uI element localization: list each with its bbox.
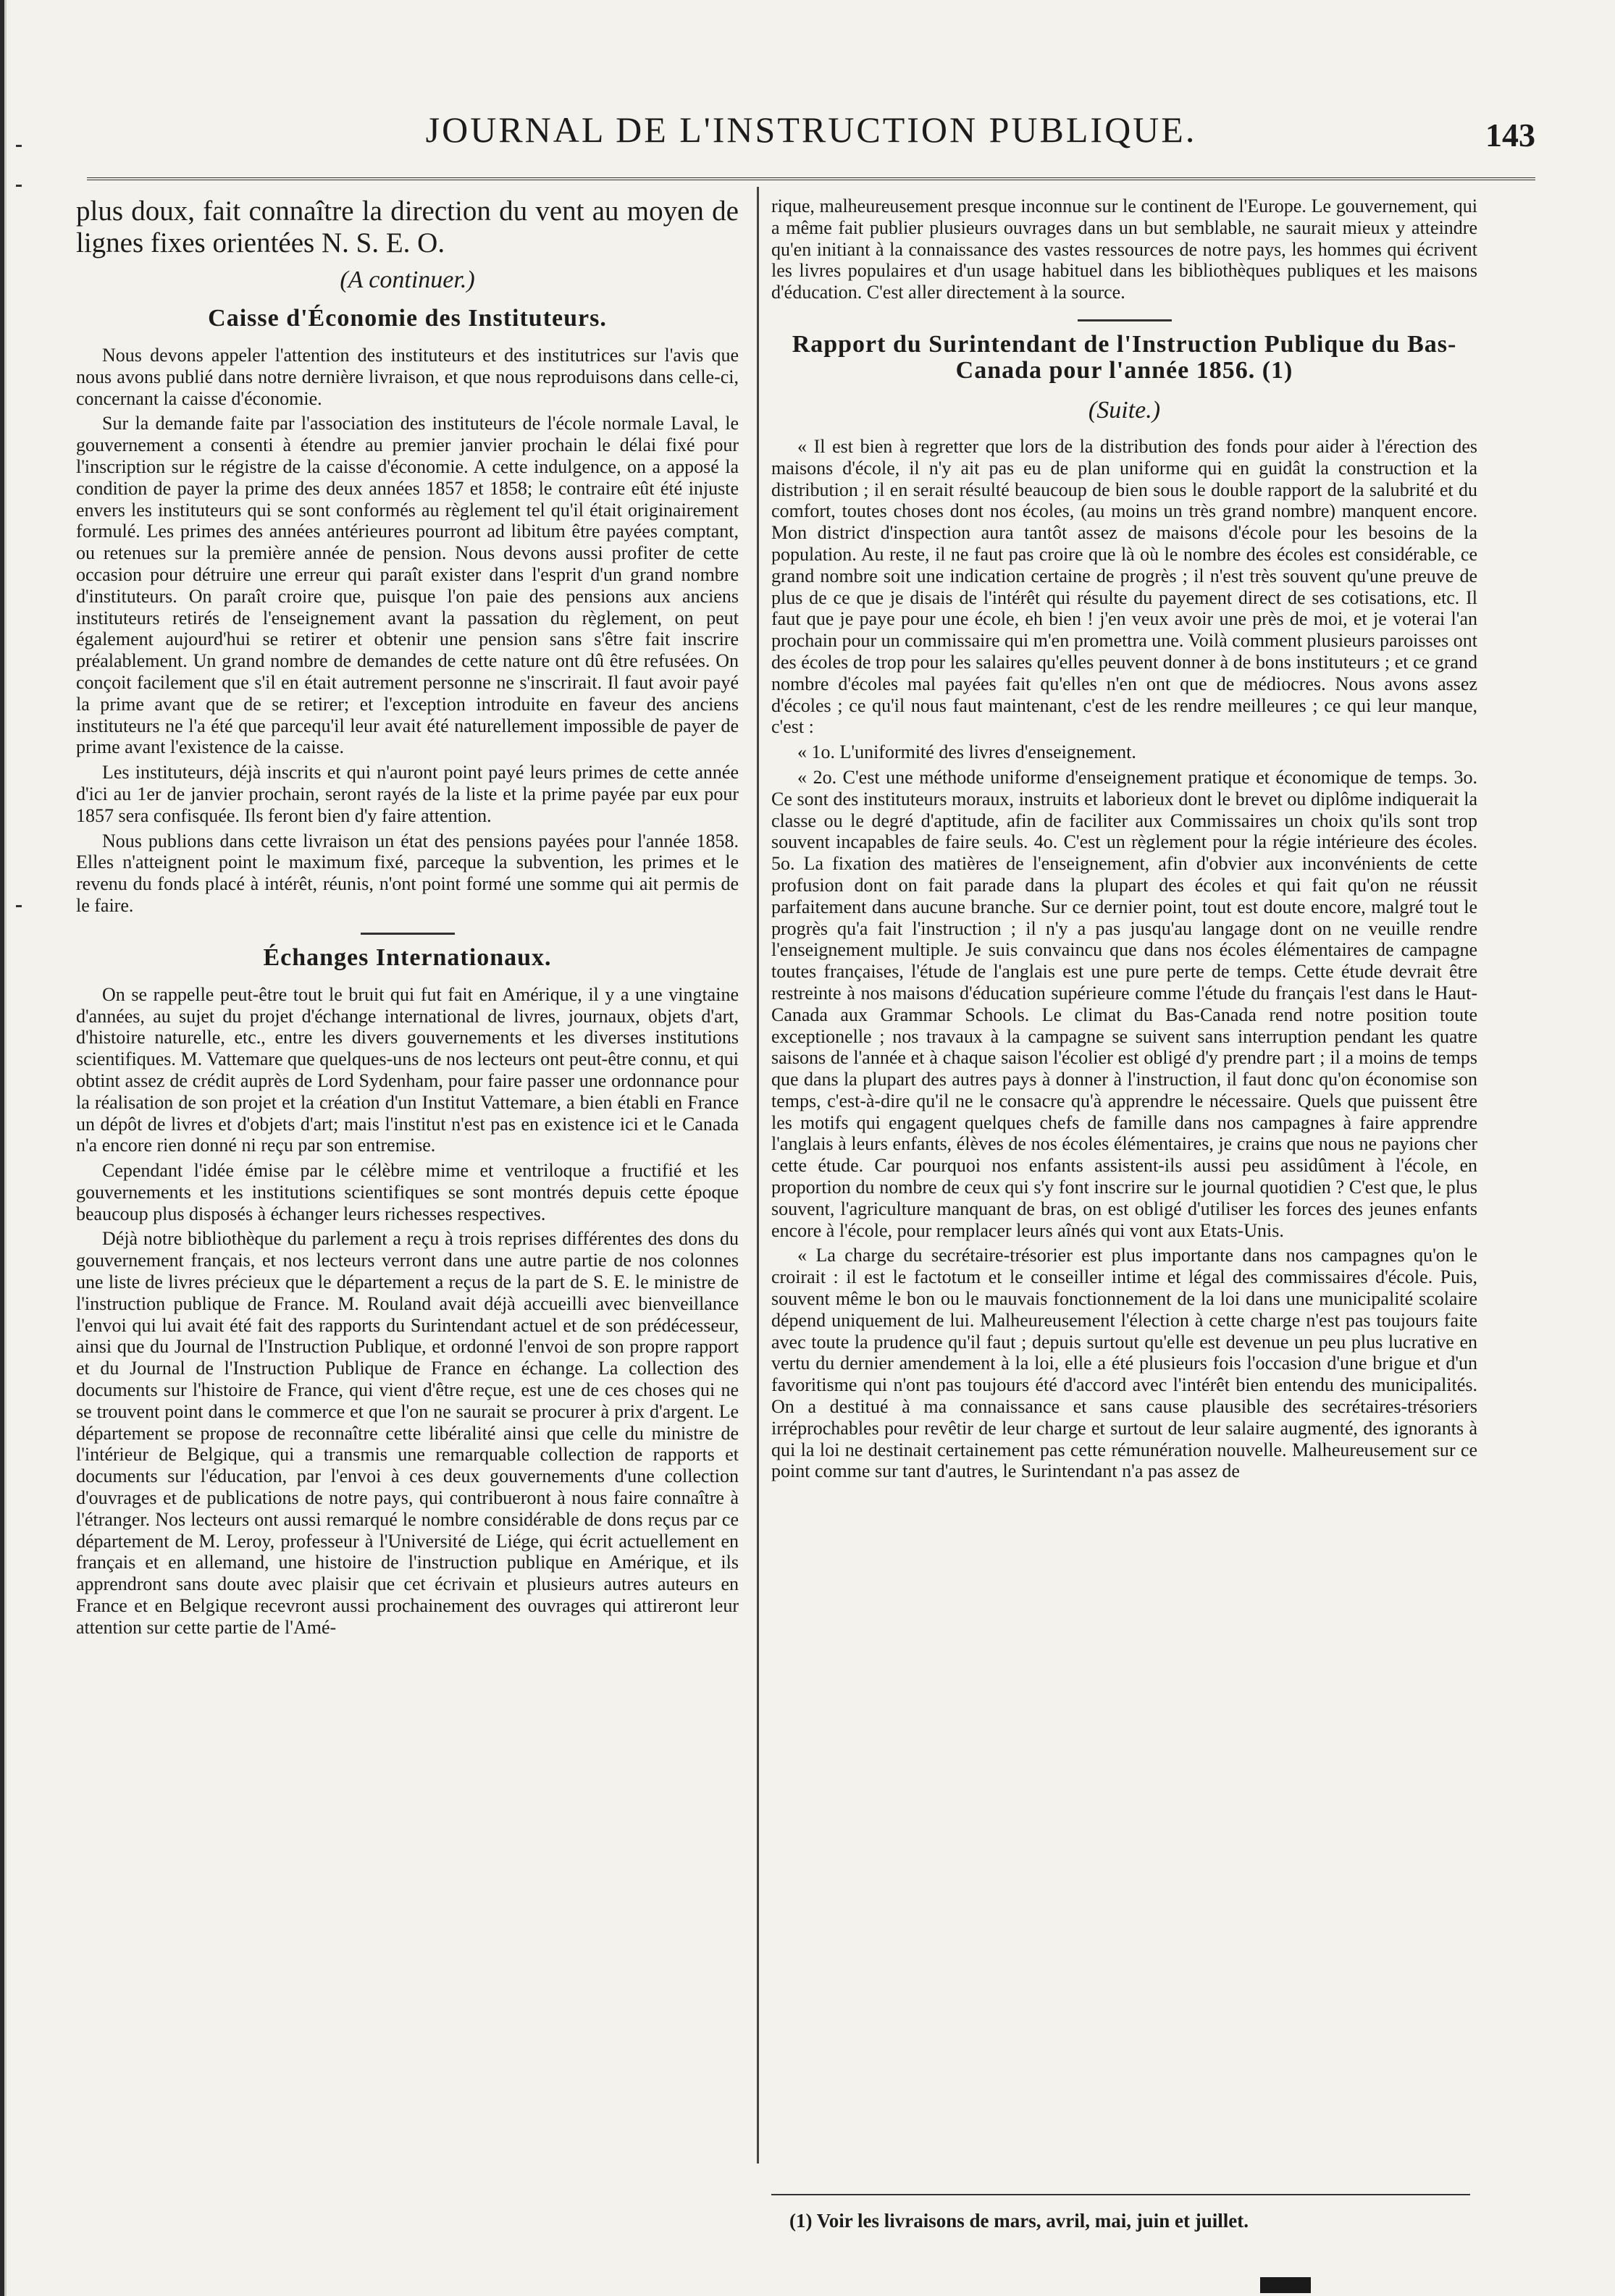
binding-mark: [16, 905, 22, 907]
article-paragraph: « 2o. C'est une méthode uniforme d'enseignement pratique et économique de temps. 3o. Ce sont des instituteurs moraux, instruits et laborieux dont le brevet ou diplôme indiquerait la classe ou le degré d'aptitude, afin de faciliter aux Commissaires un choix qu'ils sont trop souvent incapables de faire seuls. 4o. C'est un règlement pour la régie intérieure des écoles. 5o. La fixation des matières de l'enseignement, afin d'obvier aux inconvénients de cette profusion dont on fait parade dans la plupart des écoles et qui fait qu'on ne réussit parfaitement dans aucune branche. Sur ce dernier point, tout est doute encore, malgré tout le progrès qu'a fait l'instruction ; il n'y a pas jusqu'au langage dont on ne veuille rendre l'enseignement multiple. Je suis convaincu que dans nos écoles élémentaires de campagne toutes françaises, l'étude de l'anglais est une pure perte de temps. Cette étude devrait être restreinte à nos maisons d'éducation supérieure comme l'étude du français l'est dans le Haut-Canada aux Grammar Schools. Le climat du Bas-Canada rend notre position toute exceptionelle ; nos travaux à la campagne se suivent sans interruption pendant les quatre saisons de l'année et à chaque saison l'écolier est obligé d'y prendre part ; il a moins de temps que dans la plupart des autres pays à donner à l'instruction, il faut donc qu'on économise son temps, c'est-à-dire qu'il ne le consacre qu'à apprendre le nécessaire. Quels que puissent être les motifs qui engagent quelques chefs de famille dans nos campagnes à faire apprendre l'anglais à leurs enfants, élèves de nos écoles élémentaires, je crains que nous ne payions cher cette étude. Car pourquoi nos enfants assistent-ils aussi peu assidûment à l'école, en proportion du nombre de ceux qui s'y font inscrire sur le journal quotidien ? C'est que, le plus souvent, l'agriculture manquant de bras, on est obligé d'utiliser les forces des jeunes enfants encore à l'école, pour remplacer leurs aînés qui vont aux Etats-Unis.: [771, 766, 1477, 1241]
header-rule: [87, 177, 1535, 180]
section-separator: [1078, 319, 1172, 321]
binding-mark: [16, 145, 22, 147]
article-paragraph: Cependant l'idée émise par le célèbre mime et ventriloque a fructifié et les gouvernements et les institutions scientifiques se sont montrés depuis cette époque beaucoup plus disposés à échanger leurs richesses respectives.: [76, 1160, 739, 1224]
ink-blot: [1260, 2277, 1311, 2293]
article-paragraph: « 1o. L'uniformité des livres d'enseignement.: [797, 741, 1136, 763]
left-column: [76, 195, 739, 1642]
footnote-rule: [771, 2194, 1470, 2195]
continue-note: (A continuer.): [340, 266, 475, 293]
section-title-caisse: Caisse d'Économie des Instituteurs.: [208, 305, 607, 332]
page-header: [87, 109, 1535, 167]
right-column: [771, 195, 1477, 1486]
article-paragraph: On se rappelle peut-être tout le bruit qui fut fait en Amérique, il y a une vingtaine d'années, au sujet du projet d'échange international de livres, journaux, objets d'art, d'histoire naturelle, etc., entre les divers gouvernements et les diverses institutions scientifiques. M. Vattemare que quelques-uns de nos lecteurs ont peut-être connu, et qui obtint assez de crédit auprès de Lord Sydenham, pour faire passer une ordonnance pour la réalisation de son projet et la création d'un Institut Vattemare, a bien établi en France un dépôt de livres et d'objets d'art; mais l'institut n'est pas en existence ici et le Canada n'a encore rien donné ni reçu par son entremise.: [76, 983, 739, 1156]
intro-paragraph: plus doux, fait connaître la direction du vent au moyen de lignes fixes orientées N. S. E. O.: [76, 195, 739, 258]
column-divider: [757, 187, 759, 2163]
footnote: (1) Voir les livraisons de mars, avril, mai, juin et juillet.: [789, 2210, 1249, 2232]
article-paragraph: Nous devons appeler l'attention des instituteurs et des institutrices sur l'avis que nous avons publié dans notre dernière livraison, et que nous reproduisons dans celle-ci, concernant la caisse d'économie.: [76, 345, 739, 409]
article-paragraph: Sur la demande faite par l'association des instituteurs de l'école normale Laval, le gouvernement a consenti à étendre au premier janvier prochain le délai fixé pour l'inscription sur le régistre de la caisse d'économie. A cette indulgence, on a apposé la condition de payer la prime des deux années 1857 et 1858; le contraire eût été injuste envers les instituteurs qui se sont conformés au règlement tel qu'il était originairement formulé. Les primes des années antérieures pourront ad libitum être payées comptant, ou retenues sur la première année de pension. Nous devons aussi profiter de cette occasion pour détruire une erreur qui paraît exister dans l'esprit d'un grand nombre d'instituteurs. On paraît croire que, puisque l'on paie des pensions aux anciens instituteurs retirés de l'enseignement avant la passation du règlement, on peut également aujourd'hui se retirer et obtenir une pension sans s'être fait inscrire préalablement. Un grand nombre de demandes de cette nature ont dû être refusées. On conçoit facilement que s'il en était autrement personne ne s'inscrirait. Il faut avoir payé la prime avant que de se retirer; et l'exception introduite en faveur des anciens instituteurs ne l'a été que parcequ'il leur avait été naturellement impossible de payer de prime avant l'existence de la caisse.: [76, 413, 739, 758]
section-title-echanges: Échanges Internationaux.: [263, 943, 552, 971]
binding-mark: [16, 185, 22, 187]
article-paragraph: « Il est bien à regretter que lors de la distribution des fonds pour aider à l'érection des maisons d'école, il n'y ait pas eu de plan uniforme qui en guidât la construction et la distribution ; il en serait résulté beaucoup de bien sous le double rapport de la salubrité et du comfort, toutes choses dont nos écoles, (au moins un très grand nombre) manquent encore. Mon district d'inspection aura tantôt assez de maisons d'école pour les besoins de la population. Au reste, il ne faut pas croire que là où le nombre des écoles est considérable, ce grand nombre soit une indication certaine de progrès ; il n'est très souvent qu'une preuve de plus de ce que je disais de l'intérêt qui résulte du payement direct de ses cotisations, etc. Il faut que je paye pour une école, eh bien ! j'en veux avoir une près de moi, et je voterai l'an prochain pour un commissaire qui m'en promettra une. Voilà comment plusieurs paroisses ont des écoles de trop pour les salaires qu'elles peuvent donner à de bons instituteurs ; et ce grand nombre d'écoles mal payées fait qu'elles n'en ont que de médiocres. Nous avons assez d'écoles ; ce qu'il nous faut maintenant, c'est de les rendre meilleures ; ce qui leur manque, c'est :: [771, 435, 1477, 738]
section-title-rapport: Rapport du Surintendant de l'Instruction Publique du Bas-Canada pour l'année 1856. (1): [792, 330, 1457, 384]
binding-edge: [0, 0, 43, 2296]
continued-paragraph: rique, malheureusement presque inconnue sur le continent de l'Europe. Le gouvernement, qui a même fait publier plusieurs ouvrages dans un but semblable, ne saurait mieux y atteindre qu'en initiant à la connaissance des vastes ressources de notre pays, les hommes qui écrivent les livres populaires et d'un usage habituel dans les bibliothèques publiques et les maisons d'éducation. C'est aller directement à la source.: [771, 195, 1477, 303]
running-title: JOURNAL DE L'INSTRUCTION PUBLIQUE.: [425, 109, 1197, 150]
article-paragraph: Les instituteurs, déjà inscrits et qui n'auront point payé leurs primes de cette année d'ici au 1er de janvier prochain, seront rayés de la liste et la prime payée par eux pour 1857 sera confisquée. Ils feront bien d'y faire attention.: [76, 762, 739, 826]
article-paragraph: Nous publions dans cette livraison un état des pensions payées pour l'année 1858. Elles n'atteignent point le maximum fixé, parceque la subvention, les primes et le revenu du fonds placé à intérêt, réunis, n'ont point formé une somme qui ait permis de le faire.: [76, 830, 739, 916]
suite-note: (Suite.): [1088, 396, 1161, 424]
page-number: 143: [1485, 117, 1535, 154]
section-separator: [361, 933, 455, 935]
article-paragraph: Déjà notre bibliothèque du parlement a reçu à trois reprises différentes des dons du gouvernement français, et nos lecteurs verront dans une autre partie de nos colonnes une liste de livres précieux que le département a reçus de la part de S. E. le ministre de l'instruction publique de France. M. Rouland avait déjà accueilli avec bienveillance l'envoi qui lui avait été fait des rapports du Surintendant actuel et de son prédécesseur, ainsi que du Journal de l'Instruction Publique, et ordonné l'envoi de son propre rapport et du Journal de l'Instruction Publique de France en échange. La collection des documents sur l'histoire de France, qui vient d'être reçue, est une de ces choses qui ne se trouvent point dans le commerce et que l'on ne saurait se procurer à prix d'argent. Le département se propose de reconnaître cette libéralité ainsi que celle du ministre de l'intérieur de Belgique, qui a transmis une remarquable collection de rapports et documents sur l'éducation, par l'envoi à ces deux gouvernements d'une collection d'ouvrages et de publications de notre pays, qui contribueront à nous faire connaître à l'étranger. Nos lecteurs ont aussi remarqué le nombre considérable de dons reçus par ce département de M. Leroy, professeur à l'Université de Liége, qui écrit actuellement en français et en allemand, une histoire de l'instruction publique en Amérique, et ils apprendront sans doute avec plaisir que cet écrivain et plusieurs autres auteurs en France et en Belgique recevront aussi prochainement des ouvrages qui attireront leur attention sur cette partie de l'Amé-: [76, 1228, 739, 1638]
article-paragraph: « La charge du secrétaire-trésorier est plus importante dans nos campagnes qu'on le croirait : il est le factotum et le conseiller intime et légal des commissaires d'école. Puis, souvent même le bon ou le mauvais fonctionnement de la loi dans une municipalité scolaire dépend uniquement de lui. Malheureusement l'élection à cette charge n'est pas toujours faite avec toute la prudence qu'il faut ; depuis surtout qu'elle est devenue un peu plus lucrative en vertu du dernier amendement à la loi, elle a été plusieurs fois l'occasion d'une brigue et d'un favoritisme qui n'ont pas toujours été d'accord avec l'intérêt bien entendu des municipalités. On a destitué à ma connaissance et sans cause plausible des secrétaires-trésoriers irréprochables pour revêtir de leur charge et surtout de leur salaire augmenté, des ignorants à qui la loi ne destinait certainement pas cette rémunération nouvelle. Malheureusement sur ce point comme sur tant d'autres, le Surintendant n'a pas assez de: [771, 1245, 1477, 1482]
